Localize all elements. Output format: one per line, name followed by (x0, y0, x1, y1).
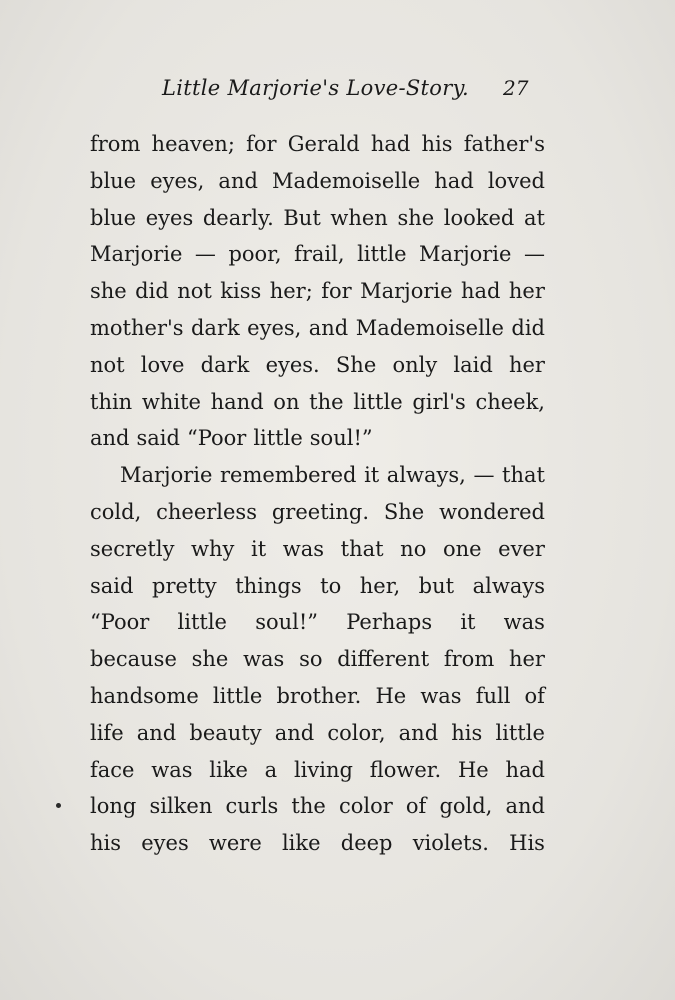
word: it (364, 463, 380, 488)
word: for (321, 279, 352, 304)
word: the (309, 389, 344, 414)
word: hand (210, 389, 264, 414)
word: But (283, 205, 321, 230)
word: Gerald (287, 132, 360, 156)
running-title: Little Marjorie's Love-Story. (162, 76, 469, 100)
word: Perhaps (346, 610, 433, 635)
word: Mademoiselle (355, 315, 504, 340)
word: eyes. (265, 352, 320, 377)
word: long (90, 794, 137, 819)
text-line (90, 273, 545, 310)
text-line (90, 715, 545, 752)
word: his (451, 720, 483, 745)
text-line (90, 457, 545, 494)
word: her (508, 279, 545, 304)
word: soul!” (255, 610, 319, 635)
word: cheerless (156, 499, 257, 524)
word: little (177, 610, 227, 635)
text-line (90, 163, 545, 200)
text-line (90, 310, 545, 347)
word: ever (498, 536, 545, 561)
word: the (291, 794, 326, 819)
text-line (90, 788, 545, 825)
word: was (503, 610, 545, 635)
word: little (212, 683, 263, 708)
word: at (524, 205, 545, 230)
word: little (253, 426, 303, 451)
word: her, (359, 573, 401, 598)
word: from (90, 132, 141, 156)
word: his (90, 831, 122, 856)
word: said (136, 426, 180, 451)
word: He (457, 757, 489, 782)
word: that (340, 536, 384, 561)
word: love (140, 352, 185, 377)
word: had (505, 757, 545, 782)
word: cold, (90, 499, 142, 524)
word: different (337, 647, 430, 672)
word: not (90, 352, 125, 377)
word: wondered (439, 499, 545, 524)
word: why (191, 536, 235, 561)
word: blue (90, 168, 137, 193)
word: like (209, 757, 248, 782)
word: brother. (276, 683, 362, 708)
text-line (90, 126, 545, 163)
word: her; (269, 279, 313, 304)
word: gold, (439, 794, 493, 819)
word: had (460, 279, 501, 304)
word: looked (443, 205, 515, 230)
word: said (90, 573, 134, 598)
word: dark (190, 315, 240, 340)
word: kiss (220, 279, 262, 304)
word: and (274, 720, 315, 745)
word: living (293, 757, 353, 782)
word: eyes, (150, 168, 205, 193)
word: Marjorie (419, 242, 512, 267)
word: one (442, 536, 482, 561)
word: His (509, 831, 545, 856)
word: — (473, 463, 495, 488)
word: a (264, 757, 278, 782)
body-text (90, 126, 545, 862)
word: had (370, 132, 411, 156)
text-line (90, 531, 545, 568)
word: her (508, 647, 545, 672)
word: it (251, 536, 267, 561)
word: little (353, 389, 403, 414)
word: only (392, 352, 438, 377)
word: dearly. (202, 205, 274, 230)
word: for (246, 132, 277, 156)
ink-speck (56, 803, 61, 808)
word: dark (200, 352, 250, 377)
word: cheek, (475, 389, 545, 414)
running-head (0, 76, 675, 106)
word: deep (340, 831, 393, 856)
word: flower. (369, 757, 442, 782)
word: of (524, 683, 545, 708)
word: on (273, 389, 300, 414)
word: were (208, 831, 262, 856)
text-line (90, 384, 545, 421)
word: She (335, 352, 377, 377)
word: she (191, 647, 229, 672)
word: and (218, 168, 258, 193)
word: Marjorie (90, 242, 183, 267)
word: Marjorie (360, 279, 453, 304)
word: was (282, 536, 325, 561)
word: He (375, 683, 407, 708)
word: did (511, 315, 545, 340)
text-line (90, 200, 545, 237)
word: his (421, 132, 453, 156)
word: and (136, 720, 177, 745)
word: loved (487, 168, 545, 193)
word: eyes (145, 205, 194, 230)
text-line (90, 568, 545, 605)
word: she (397, 205, 435, 230)
page-number: 27 (503, 76, 529, 100)
word: secretly (90, 536, 175, 561)
word: eyes (141, 831, 189, 856)
word: She (383, 499, 425, 524)
word: was (151, 757, 193, 782)
word: so (299, 647, 323, 672)
text-line (90, 641, 545, 678)
word: — (523, 242, 545, 267)
word: poor, (228, 242, 282, 267)
word: Marjorie (120, 463, 213, 488)
word: but (418, 573, 455, 598)
word: life (90, 720, 124, 745)
word: because (90, 647, 177, 672)
word: to (320, 573, 342, 598)
word: from (443, 647, 495, 672)
word: little (495, 720, 545, 745)
word: of (405, 794, 427, 819)
word: did (135, 279, 169, 304)
word: things (235, 573, 302, 598)
text-line (90, 678, 545, 715)
word: laid (453, 352, 493, 377)
word: color, (327, 720, 386, 745)
word: silken (149, 794, 213, 819)
word: face (90, 757, 135, 782)
word: mother's (90, 315, 184, 340)
word: color (338, 794, 393, 819)
word: — (194, 242, 216, 267)
word: “Poor (186, 426, 247, 451)
word: thin (90, 389, 133, 414)
word: and (505, 794, 545, 819)
word: and (308, 315, 349, 340)
word: pretty (152, 573, 217, 598)
word: greeting. (271, 499, 369, 524)
word: little (357, 242, 407, 267)
word: not (177, 279, 212, 304)
word: eyes, (247, 315, 302, 340)
word: girl's (412, 389, 466, 414)
text-line (90, 825, 545, 862)
word: violets. (412, 831, 489, 856)
word: blue (90, 205, 137, 230)
word: that (502, 463, 545, 488)
word: white (141, 389, 201, 414)
word: she (90, 279, 127, 304)
word: and (90, 426, 130, 451)
word: was (420, 683, 462, 708)
word: full (475, 683, 511, 708)
word: when (330, 205, 388, 230)
text-line (90, 494, 545, 531)
word: soul!” (309, 426, 373, 451)
word: Mademoiselle (271, 168, 421, 193)
word: always (472, 573, 545, 598)
text-line (90, 604, 545, 641)
word: curls (225, 794, 279, 819)
text-line (90, 420, 545, 457)
word: beauty (189, 720, 262, 745)
word: always, (386, 463, 466, 488)
text-line (90, 347, 545, 384)
word: it (460, 610, 476, 635)
word: like (281, 831, 321, 856)
word: heaven; (151, 132, 235, 156)
word: “Poor (90, 610, 150, 635)
text-line (90, 236, 545, 273)
text-line (90, 752, 545, 789)
word: no (400, 536, 427, 561)
word: was (243, 647, 285, 672)
word: frail, (294, 242, 345, 267)
word: handsome (90, 683, 199, 708)
word: father's (463, 132, 545, 156)
word: her (508, 352, 545, 377)
word: remembered (219, 463, 357, 488)
word: had (434, 168, 474, 193)
word: and (398, 720, 439, 745)
